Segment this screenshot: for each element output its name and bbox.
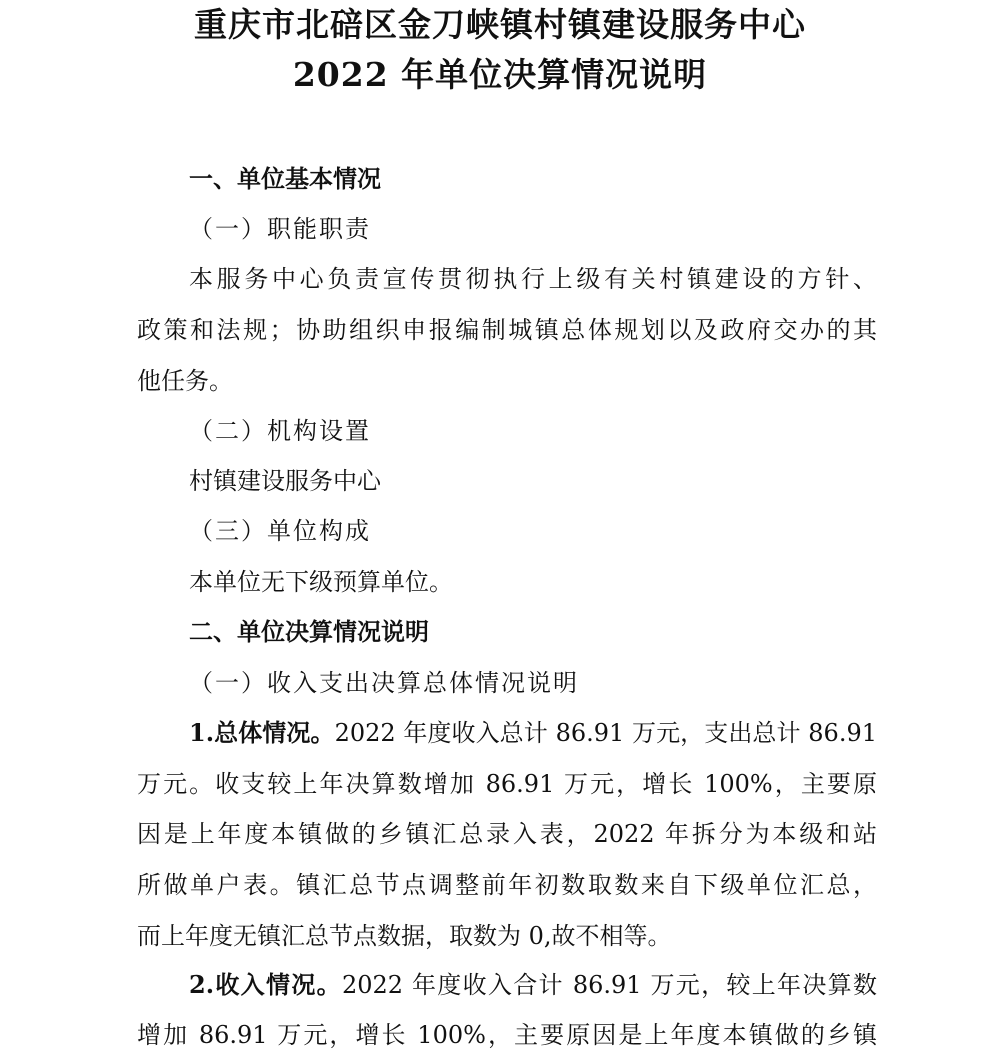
paragraph-line: 因是上年度本镇做的乡镇汇总录入表，2022 年拆分为本级和站 [137, 820, 877, 848]
paragraph-line: 所做单户表。镇汇总节点调整前年初数取数来自下级单位汇总， [137, 871, 877, 899]
paragraph-line: 他任务。 [137, 367, 233, 395]
paragraph-lead: 1.总体情况。 [189, 718, 335, 747]
section1-sub1-heading: （一）职能职责 [189, 215, 371, 243]
paragraph-line: 政策和法规；协助组织申报编制城镇总体规划以及政府交办的其 [137, 316, 877, 344]
section2-heading: 二、单位决算情况说明 [189, 618, 429, 646]
section2-sub1-heading: （一）收入支出决算总体情况说明 [189, 669, 579, 697]
paragraph-line [137, 968, 877, 1002]
section1-heading: 一、单位基本情况 [189, 165, 381, 193]
document-title-line2: 2022 年单位决算情况说明 [292, 55, 708, 94]
paragraph-line: 而上年度无镇汇总节点数据，取数为 0,故不相等。 [137, 922, 672, 950]
paragraph-line: 增加 86.91 万元，增长 100%，主要原因是上年度本镇做的乡镇 [137, 1021, 877, 1049]
paragraph-text: 2022 年度收入合计 86.91 万元，较上年决算数 [341, 971, 877, 999]
paragraph-line: 村镇建设服务中心 [189, 467, 381, 495]
paragraph-lead: 2.收入情况。 [189, 970, 342, 999]
paragraph-line: 本单位无下级预算单位。 [189, 568, 453, 596]
section1-sub2-heading: （二）机构设置 [189, 417, 371, 445]
paragraph-text: 2022 年度收入总计 86.91 万元，支出总计 86.91 [334, 719, 877, 747]
section1-sub3-heading: （三）单位构成 [189, 517, 371, 545]
document-title-line1: 重庆市北碚区金刀峡镇村镇建设服务中心 [194, 5, 806, 44]
paragraph-line: 本服务中心负责宣传贯彻执行上级有关村镇建设的方针、 [189, 265, 877, 293]
paragraph-line [137, 716, 877, 750]
paragraph-line: 万元。收支较上年决算数增加 86.91 万元，增长 100%，主要原 [137, 770, 877, 798]
